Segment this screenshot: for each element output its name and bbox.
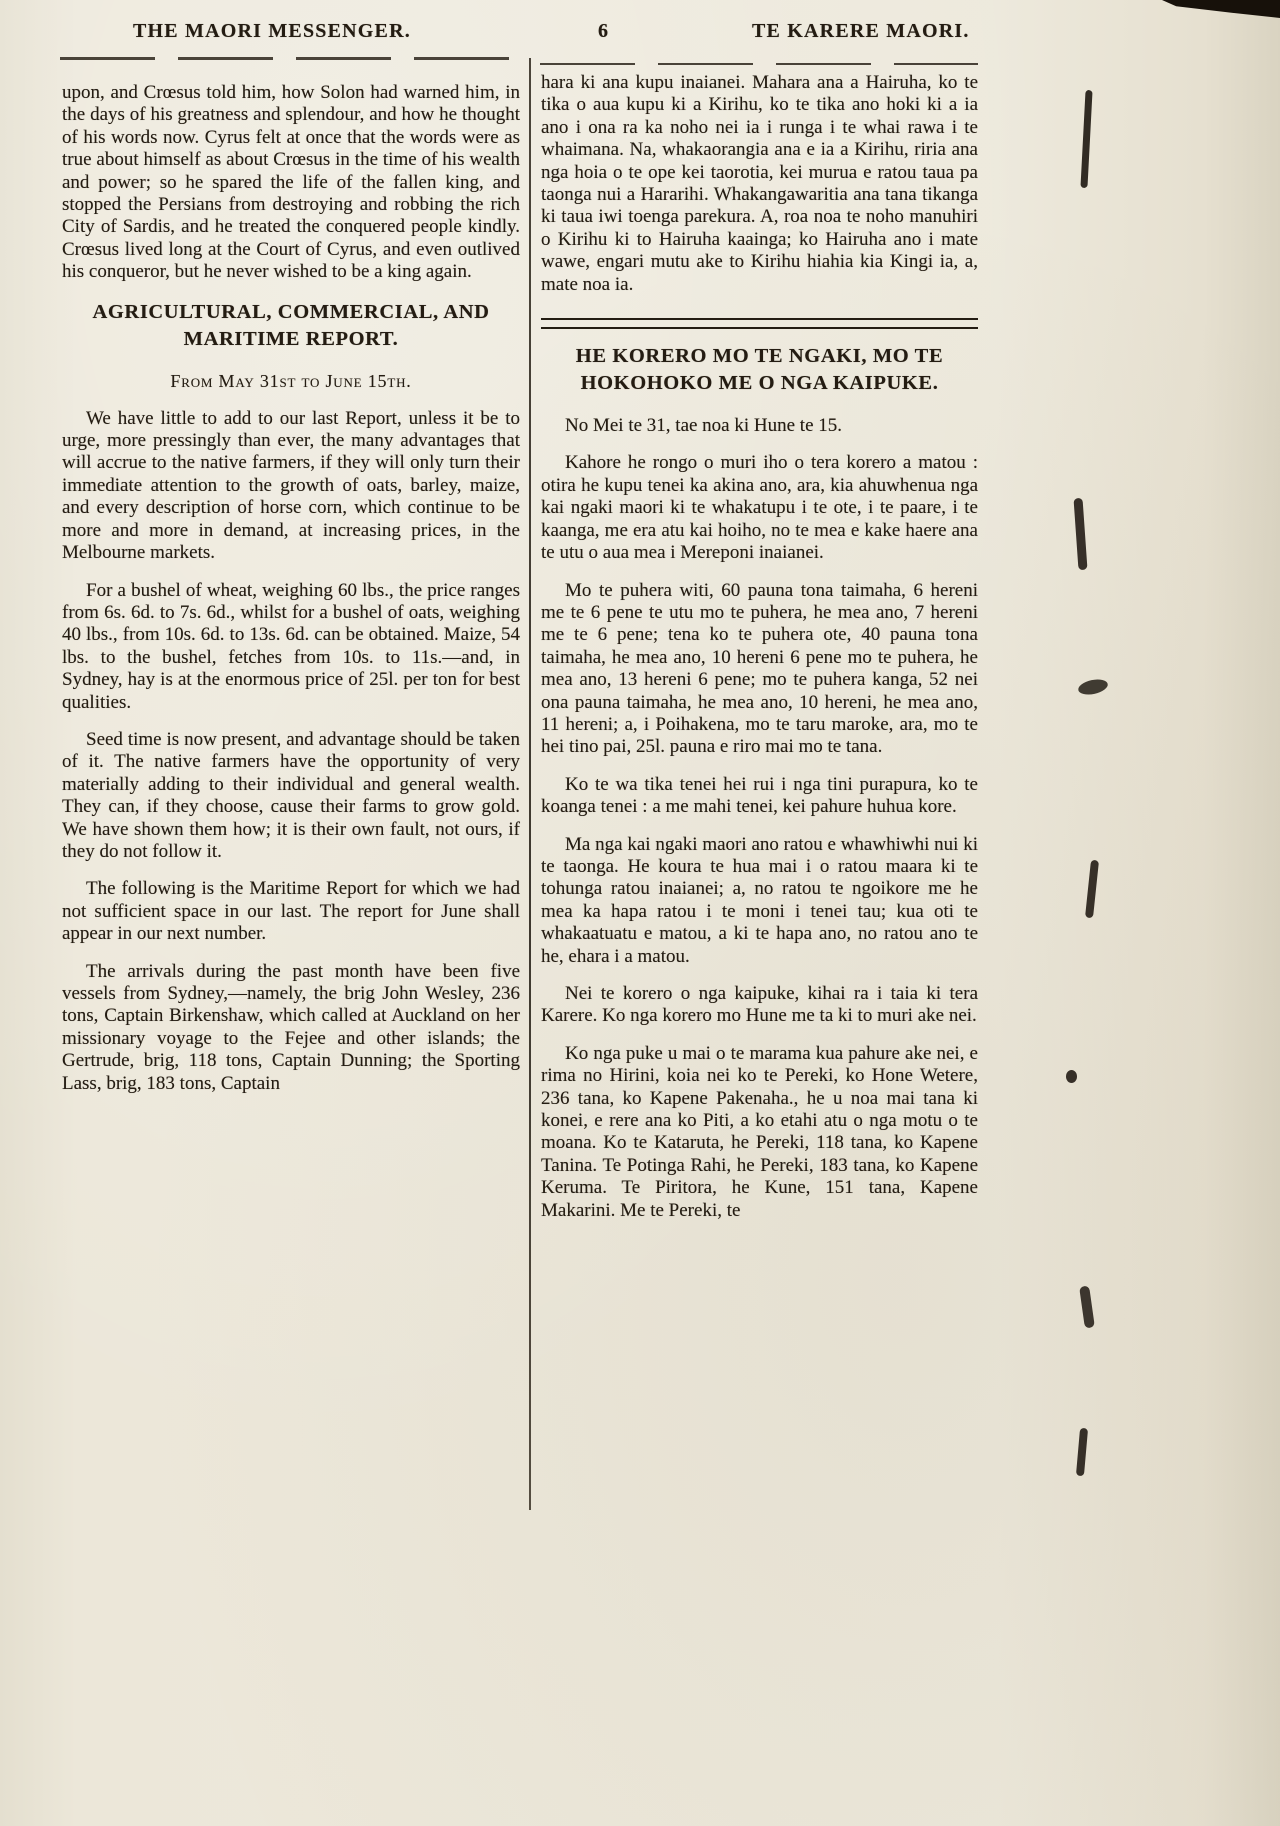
- article-paragraph: Seed time is now present, and advantage should be taken of it. The native farmers have the opportunity of very materially adding to their individual and general wealth. They can, if they choose, cause their farms to grow gold. We have shown them how; it is their own fault, not ours, if they do not follow it.: [62, 728, 520, 862]
- masthead-title-left: THE MAORI MESSENGER.: [133, 20, 411, 42]
- header-rule-left: [60, 57, 520, 60]
- report-date-line: No Mei te 31, tae noa ki Hune te 15.: [565, 415, 843, 437]
- ink-smudge: [1085, 860, 1099, 919]
- article-paragraph: For a bushel of wheat, weighing 60 lbs., the price ranges from 6s. 6d. to 7s. 6d., whilst for a bushel of oats, weighing 40 lbs., from 10s. 6d. to 13s. 6d. can be obtained. Maize, 54 lbs. to the bushel, fetches from 10s. to 11s.—and, in Sydney, hay is at the enormous price of 25l. per ton for best qualities.: [62, 579, 520, 713]
- article-paragraph: Nei te korero o nga kaipuke, kihai ra i taia ki tera Karere. Ko nga korero mo Hune me ta ki to muri ake nei.: [541, 983, 978, 1027]
- ink-smudge: [1076, 1428, 1088, 1477]
- page-number: 6: [598, 20, 610, 42]
- header-rule-right: [540, 63, 978, 65]
- continuation-paragraph: upon, and Crœsus told him, how Solon had warned him, in the days of his greatness and splendour, and how he thought of his words now. Cyrus felt at once that the words were as true about himself as about Crœsus in the time of his wealth and power; so he spared the life of the fallen king, and stopped the Persians from destroying and robbing the rich City of Sardis, and he treated the conquered people kindly. Crœsus lived long at the Court of Cyrus, and even outlived his conqueror, but he never wished to be a king again.: [62, 82, 520, 283]
- article-paragraph: Ma nga kai ngaki maori ano ratou e whawhiwhi nui ki te taonga. He koura te hua mai i o ratou maara ki te tohunga ratou inaianei; a, no ratou te ngoikore me he mea ka hapa ratou i te moni i tenei tau; kua oti te whakaatuatu e matou, a ki te hapa ano, no ratou ano te he, ehara i a matou.: [541, 833, 978, 967]
- column-divider: [529, 58, 531, 1510]
- ink-smudge: [1066, 1070, 1077, 1083]
- ink-smudge: [1080, 90, 1092, 188]
- ink-smudge: [1077, 677, 1109, 697]
- article-paragraph: The following is the Maritime Report for which we had not sufficient space in our last. The report for June shall appear in our next number.: [62, 878, 520, 945]
- continuation-paragraph: hara ki ana kupu inaianei. Mahara ana a Hairuha, ko te tika o aua kupu ki a Kirihu, ko te tika ano hoki ki a ia ano i ona ra ka noho nei ia i runga i te whai rawa i te whaimana. Na, whakaorangia ana e ia a Kirihu, riria ana nga hoia o te ope kei taorotia, kei murua e ratou taua pa taonga nui a Hararihi. Whakangawaritia ana tana tikanga ki taua iwi toenga parekura. A, roa noa te noho manuhiri o Kirihu ki to Hairuha kaainga; ko Hairuha ano i mate wawe, engari mutu ake to Kirihu hiahia kia Kingi ia, a, mate noa ia.: [541, 72, 978, 295]
- ink-smudge: [1079, 1286, 1095, 1329]
- section-divider-rule: [541, 318, 978, 329]
- report-date-range: From May 31st to June 15th.: [170, 370, 412, 391]
- article-paragraph: We have little to add to our last Report, unless it be to urge, more pressingly than ever, the many advantages that will accrue to the native farmers, if they will only turn their immediate attention to the growth of oats, barley, maize, and every description of horse corn, which continue to be more and more in demand, at increasing prices, in the Melbourne markets.: [62, 407, 520, 564]
- article-paragraph: Ko nga puke u mai o te marama kua pahure ake nei, e rima no Hirini, koia nei ko te Pereki, ko Hone Wetere, 236 tana, ko Kapene Pakenaha., he u noa mai tana ki konei, e rere ana ko Piti, a ko etahi atu o nga motu o te moana. Ko te Kataruta, he Pereki, 118 tana, ko Kapene Tanina. Te Potinga Rahi, he Pereki, 183 tana, ko Kapene Keruma. Te Piritora, he Kune, 151 tana, Kapene Makarini. Me te Pereki, te: [541, 1042, 978, 1221]
- article-paragraph: The arrivals during the past month have been five vessels from Sydney,—namely, the brig John Wesley, 236 tons, Captain Birkenshaw, which called at Auckland on her missionary voyage to the Fejee and other islands; the Gertrude, brig, 118 tons, Captain Dunning; the Sporting Lass, brig, 183 tons, Captain: [62, 960, 520, 1094]
- section-heading-he-korero: HE KORERO MO TE NGAKI, MO TE HOKOHOKO ME O NGA KAIPUKE.: [575, 345, 944, 395]
- masthead-title-right: TE KARERE MAORI.: [752, 20, 970, 42]
- article-paragraph: Kahore he rongo o muri iho o tera korero a matou : otira he kupu tenei ka akina ano, ara, kia ahuwhenua nga kai ngaki maori ki te whakatupu i te ote, i te paare, i te kaanga, me era atu kai hoiho, no te mea e kake haere ana te utu o aua mea i Mereponi inaianei.: [541, 452, 978, 564]
- right-column: [541, 72, 978, 1237]
- left-column: [62, 82, 520, 1110]
- ink-smudge: [1162, 0, 1280, 18]
- ink-smudge: [1073, 498, 1087, 570]
- article-paragraph: Ko te wa tika tenei hei rui i nga tini purapura, ko te koanga tenei : a me mahi tenei, kei pahure huhua kore.: [541, 773, 978, 818]
- section-heading-agricultural-report: AGRICULTURAL, COMMERCIAL, AND MARITIME REPORT.: [92, 300, 490, 350]
- article-paragraph: Mo te puhera witi, 60 pauna tona taimaha, 6 hereni me te 6 pene te utu mo te puhera, he mea ano, 7 hereni me te 6 pene; tena ko te puhera ote, 40 pauna tona taimaha, he mea ano, 10 hereni 6 pene mo te puhera, he mea ano, 13 hereni 6 pene; mo te puhera kanga, 52 nei ona pauna taimaha, he mea ano, 10 hereni, he mea ano, 11 hereni; a, i Poihakena, mo te taru maroke, ara, mo te hei tino pai, 25l. pauna e riro mai mo te tana.: [541, 579, 978, 758]
